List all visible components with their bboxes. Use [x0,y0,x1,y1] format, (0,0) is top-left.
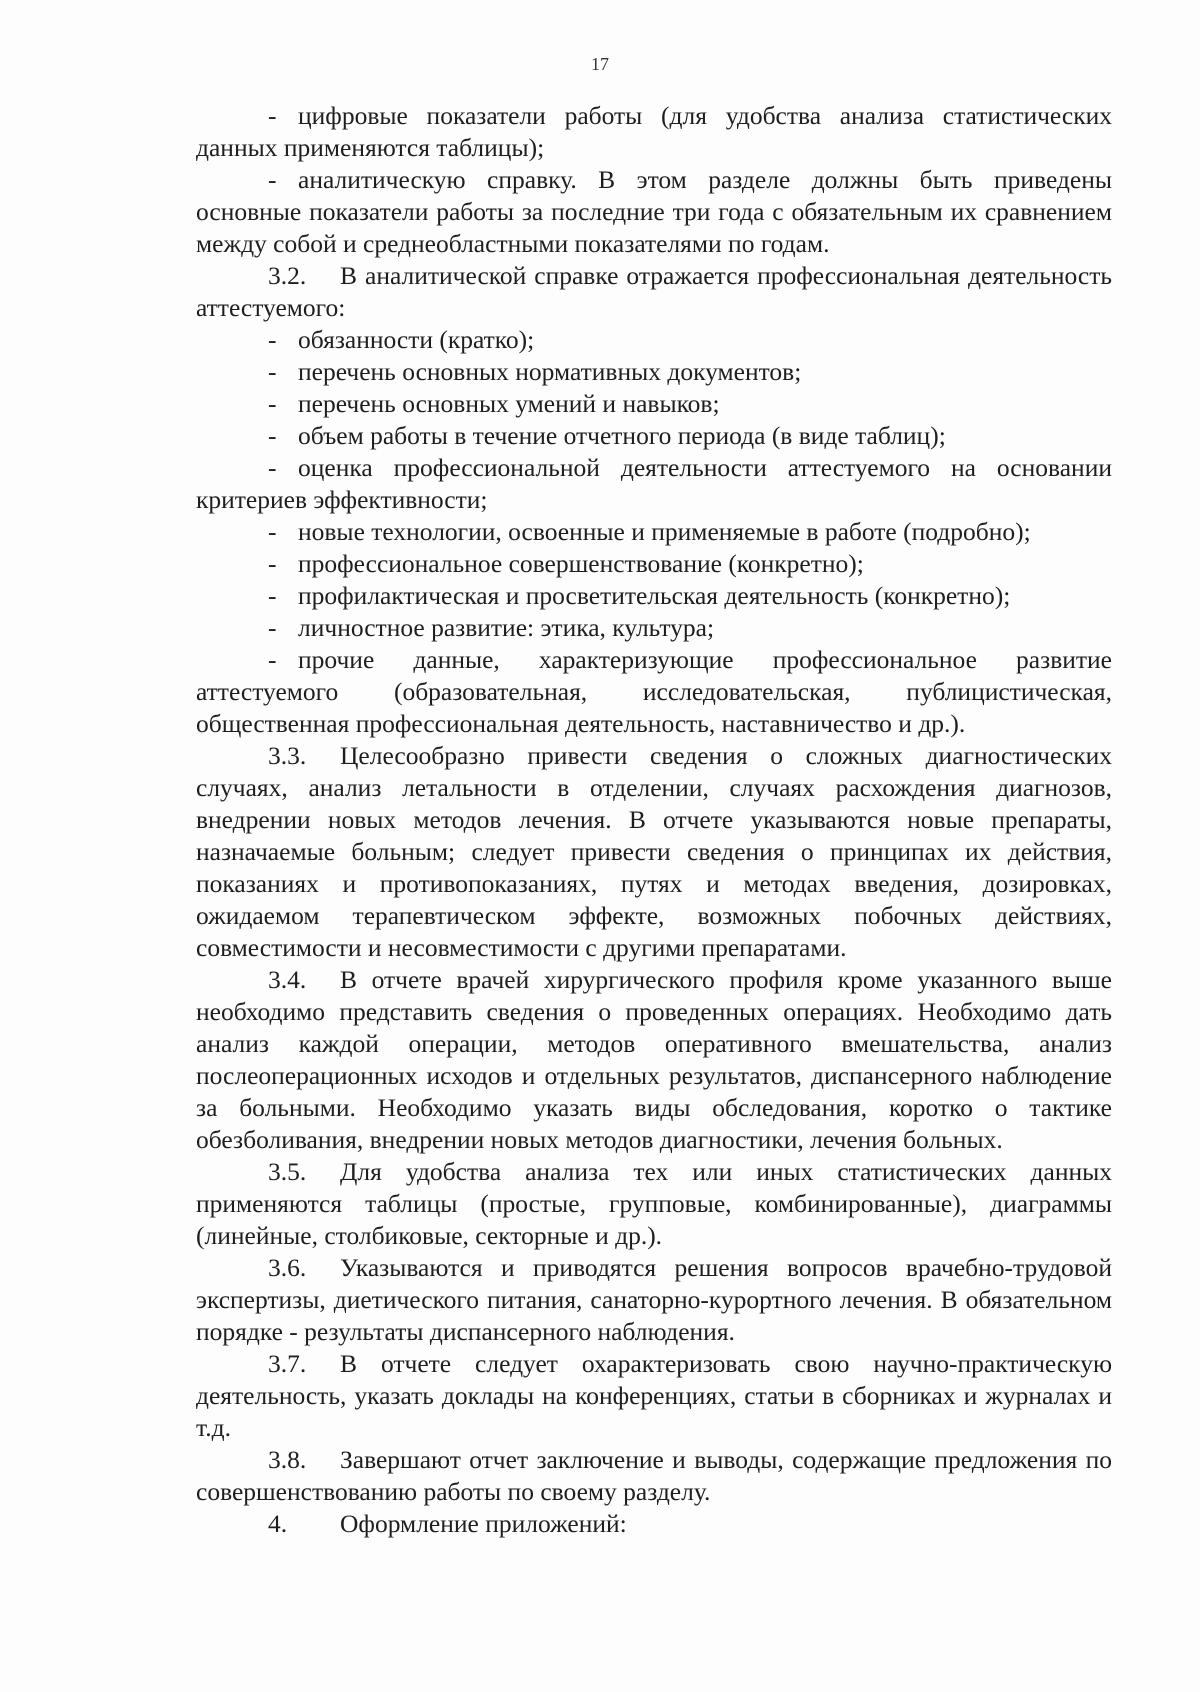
paragraph-number: 3.3. [268,741,307,770]
list-marker: - [268,421,277,450]
paragraph-number: 3.6. [268,1253,307,1282]
list-item-text: цифровые показатели работы (для удобства анализа статистических данных применяются таблицы); [196,101,1112,162]
list-item [196,420,1112,452]
list-item [196,612,1112,644]
list-item-text: личностное развитие: этика, культура; [298,613,715,642]
list-item [196,516,1112,548]
list-item [196,580,1112,612]
list-item [196,164,1112,260]
list-marker: - [268,325,277,354]
numbered-paragraph [196,740,1112,964]
document-body [196,100,1112,1540]
list-marker: - [268,549,277,578]
paragraph-text: Указываются и приводятся решения вопросов врачебно-трудовой экспертизы, диетического питания, санаторно-курортного лечения. В обязательном порядке - результаты диспансерного наблюдения. [196,1253,1112,1346]
section-number: 4. [268,1509,288,1538]
paragraph-text: Завершают отчет заключение и выводы, содержащие предложения по совершенствованию работы по своему разделу. [196,1445,1112,1506]
list-item-text: обязанности (кратко); [298,325,535,354]
list-marker: - [268,165,277,194]
list-item-text: новые технологии, освоенные и применяемые в работе (подробно); [298,517,1031,546]
paragraph-text: В отчете следует охарактеризовать свою научно-практическую деятельность, указать доклады на конференциях, статьи в сборниках и журналах и т.д. [196,1349,1112,1442]
paragraph-text: Для удобства анализа тех или иных статистических данных применяются таблицы (простые, групповые, комбинированные), диаграммы (линейные, столбиковые, секторные и др.). [196,1157,1112,1250]
paragraph-number: 3.8. [268,1445,307,1474]
list-item-text: оценка профессиональной деятельности аттестуемого на основании критериев эффективности; [196,453,1112,514]
list-item-text: профессиональное совершенствование (конкретно); [298,549,864,578]
numbered-paragraph [196,1444,1112,1508]
page-number: 17 [591,54,609,74]
paragraph-text: Целесообразно привести сведения о сложных диагностических случаях, анализ летальности в отделении, случаях расхождения диагнозов, внедрении новых методов лечения. В отчете указываются новые препараты, назначаемые больным; следует привести сведения о принципах их действия, показаниях и противопоказаниях, путях и методах введения, дозировках, ожидаемом терапевтическом эффекте, возможных побочных действиях, совместимости и несовместимости с другими препаратами. [196,741,1112,962]
list-marker: - [268,581,277,610]
paragraph-number: 3.2. [268,261,307,290]
numbered-paragraph [196,1348,1112,1444]
paragraph-number: 3.4. [268,965,307,994]
numbered-paragraph [196,1156,1112,1252]
paragraph-number: 3.7. [268,1349,307,1378]
list-item-text: перечень основных умений и навыков; [298,389,720,418]
section-heading [196,1508,1112,1540]
list-item [196,644,1112,740]
section-heading-text: Оформление приложений: [340,1509,627,1538]
list-item-text: аналитическую справку. В этом разделе должны быть приведены основные показатели работы за последние три года с обязательным их сравнением между собой и среднеобластными показателями по годам. [196,165,1112,258]
paragraph-text: В аналитической справке отражается профессиональная деятельность аттестуемого: [196,261,1112,322]
list-item-text: объем работы в течение отчетного периода (в виде таблиц); [298,421,946,450]
numbered-paragraph [196,964,1112,1156]
list-item [196,388,1112,420]
list-marker: - [268,389,277,418]
list-marker: - [268,101,277,130]
list-item-text: прочие данные, характеризующие профессиональное развитие аттестуемого (образовательная, исследовательская, публицистическая, общественная профессиональная деятельность, наставничество и др.). [196,645,1112,738]
paragraph-text: В отчете врачей хирургического профиля кроме указанного выше необходимо представить сведения о проведенных операциях. Необходимо дать анализ каждой операции, методов оперативного вмешательства, анализ послеоперационных исходов и отдельных результатов, диспансерного наблюдение за больными. Необходимо указать виды обследования, коротко о тактике обезболивания, внедрении новых методов диагностики, лечения больных. [196,965,1112,1154]
list-marker: - [268,357,277,386]
list-item [196,452,1112,516]
paragraph-number: 3.5. [268,1157,307,1186]
list-item [196,100,1112,164]
list-item-text: перечень основных нормативных документов; [298,357,802,386]
list-item [196,324,1112,356]
list-item [196,356,1112,388]
list-marker: - [268,613,277,642]
numbered-paragraph [196,260,1112,324]
list-item-text: профилактическая и просветительская деятельность (конкретно); [298,581,1011,610]
list-marker: - [268,645,277,674]
list-marker: - [268,453,277,482]
list-marker: - [268,517,277,546]
numbered-paragraph [196,1252,1112,1348]
list-item [196,548,1112,580]
